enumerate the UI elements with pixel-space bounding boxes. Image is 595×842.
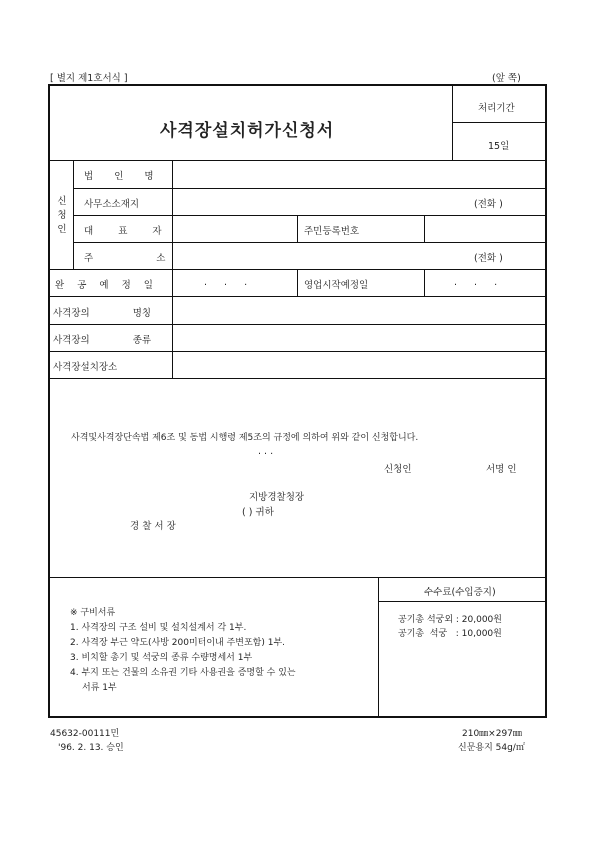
fee-heading: 수수료(수입증지) bbox=[424, 587, 496, 598]
office-address-label: 사무소소재지 bbox=[84, 199, 140, 210]
required-documents bbox=[70, 606, 296, 696]
processing-period-label: 처리기간 bbox=[478, 103, 515, 114]
range-type-label: 사격장의 종류 bbox=[53, 335, 152, 346]
fee-line-1: 공기총 석궁외 : 20,000원 bbox=[398, 615, 502, 625]
completion-date-label: 완 공 예 정 일 bbox=[55, 280, 153, 291]
recipient-line-3: 경 찰 서 장 bbox=[130, 521, 176, 532]
page-side: (앞 쪽) bbox=[492, 73, 521, 84]
recipient-line-1: 지방경찰청장 bbox=[249, 492, 305, 503]
frame-right bbox=[545, 84, 547, 718]
processing-period-value: 15일 bbox=[488, 141, 510, 152]
document-item: 서류 1부 bbox=[82, 683, 117, 693]
frame-top bbox=[48, 84, 547, 86]
paper-type: 신문용지 54g/㎡ bbox=[458, 743, 525, 753]
frame-bottom bbox=[48, 716, 547, 718]
address-label: 주 소 bbox=[84, 253, 166, 264]
fee-line-2: 공기총 석궁 : 10,000원 bbox=[398, 629, 502, 639]
applicant-signature-label: 신청인 bbox=[384, 464, 412, 475]
form-code: 45632-00111민 bbox=[50, 729, 120, 739]
resident-number-label: 주민등록번호 bbox=[304, 226, 360, 237]
paper-size: 210㎜×297㎜ bbox=[462, 729, 522, 739]
corp-name-label: 법 인 명 bbox=[84, 171, 154, 182]
document-item: 3. 비치할 총기 및 석궁의 종류 수량명세서 1부 bbox=[70, 653, 253, 663]
applicant-group-label: 신 청 인 bbox=[57, 196, 67, 235]
documents-heading: ※ 구비서류 bbox=[70, 608, 116, 618]
completion-date-value: . . . bbox=[204, 277, 248, 288]
document-item: 4. 부지 또는 건물의 소유권 기타 사용권을 증명할 수 있는 bbox=[70, 668, 296, 678]
range-name-label: 사격장의 명칭 bbox=[53, 308, 152, 319]
range-location-label: 사격장설치장소 bbox=[53, 362, 118, 373]
document-item: 2. 사격장 부근 약도(사방 200미터이내 주변포함) 1부. bbox=[70, 638, 286, 648]
opening-date-value: . . . bbox=[454, 277, 498, 288]
frame-left bbox=[48, 84, 50, 718]
representative-label: 대 표 자 bbox=[84, 226, 162, 237]
recipient-line-2: ( ) 귀하 bbox=[242, 507, 274, 518]
document-item: 1. 사격장의 구조 설비 및 설치설계서 각 1부. bbox=[70, 623, 247, 633]
office-phone: (전화 ) bbox=[474, 199, 503, 210]
address-phone: (전화 ) bbox=[474, 253, 503, 264]
form-title: 사격장설치허가신청서 bbox=[160, 121, 335, 141]
form-number: [ 별지 제1호서식 ] bbox=[50, 73, 128, 84]
approval-date: '96. 2. 13. 승인 bbox=[58, 743, 124, 753]
signature-seal: 서명 인 bbox=[486, 464, 517, 475]
application-statement: 사격및사격장단속법 제6조 및 동법 시행령 제5조의 규정에 의하여 위와 같이 신청합니다. bbox=[71, 433, 419, 443]
opening-date-label: 영업시작예정일 bbox=[304, 280, 369, 291]
application-date: . . . bbox=[258, 446, 274, 457]
